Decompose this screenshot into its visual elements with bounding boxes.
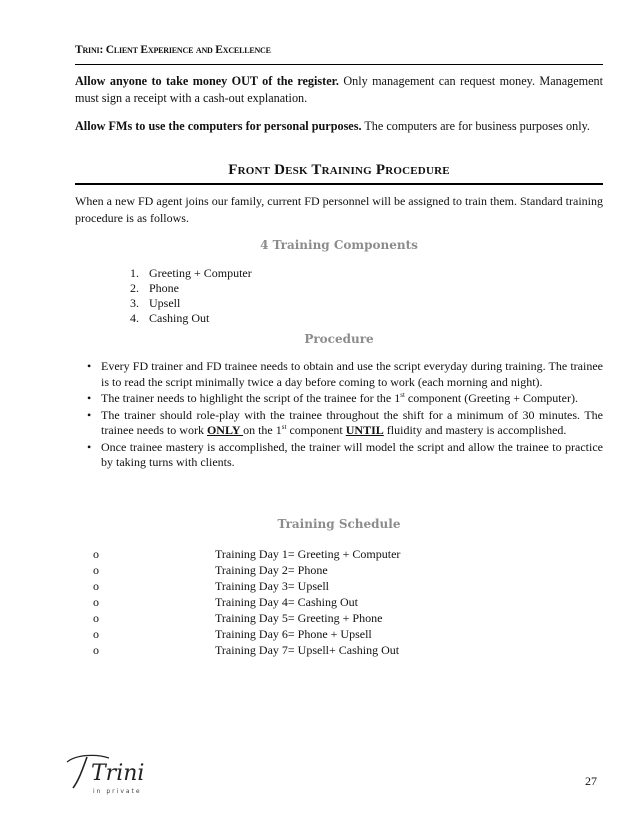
list-item: o Training Day 6= Phone + Upsell <box>93 627 372 641</box>
list-item: 1. Greeting + Computer <box>130 266 252 280</box>
list-item: • The trainer needs to highlight the script of the trainee for the 1st component (Greeting + Computer). <box>87 391 578 405</box>
header-divider <box>75 64 603 65</box>
bullet-icon: • <box>87 407 92 422</box>
procedure-list <box>87 359 603 472</box>
rule-computers <box>75 118 603 135</box>
rule-cash-out <box>75 73 603 107</box>
rule-cash-out-bold: Allow anyone to take money OUT of the register. <box>75 74 339 88</box>
bullet-icon: • <box>87 391 92 405</box>
section-title: Front Desk Training Procedure <box>228 162 450 178</box>
list-item: o Training Day 1= Greeting + Computer <box>93 547 401 561</box>
rule-cash-out-text: Only management can request money. Management must sign a receipt with a cash-out explanation. <box>75 74 603 105</box>
components-list <box>130 266 252 326</box>
rule-computers-bold: Allow FMs to use the computers for personal purposes. <box>75 119 362 133</box>
list-item: • Once trainee mastery is accomplished, the trainer will model the script and allow the trainee to practice by taking turns with clients. <box>87 439 603 469</box>
list-item: o Training Day 4= Cashing Out <box>93 595 358 609</box>
list-item: • Every FD trainer and FD trainee needs to obtain and use the script everyday during training. The trainee is to read the script minimally twice a day before coming to work (each morning and night). <box>87 359 603 389</box>
components-title: 4 Training Components <box>260 238 418 252</box>
list-item: o Training Day 7= Upsell+ Cashing Out <box>93 643 400 657</box>
schedule-title: Training Schedule <box>277 517 401 531</box>
list-item: 2. Phone <box>130 281 179 295</box>
list-item: o Training Day 2= Phone <box>93 563 328 577</box>
schedule-list <box>93 546 400 658</box>
emphasis-until: UNTIL <box>345 423 384 437</box>
rule-computers-text: The computers are for business purposes only. <box>361 119 590 133</box>
running-header <box>75 44 271 56</box>
procedure-title: Procedure <box>304 332 374 346</box>
list-item: 4. Cashing Out <box>130 311 210 325</box>
list-item: o Training Day 3= Upsell <box>93 579 329 593</box>
header-title: Trini: Client Experience and Excellence <box>75 44 271 56</box>
bullet-icon: • <box>87 439 92 454</box>
page-number: 27 <box>585 774 597 788</box>
emphasis-only: ONLY <box>206 423 244 437</box>
logo-word: Trini <box>91 761 145 786</box>
section-intro: When a new FD agent joins our family, current FD personnel will be assigned to train them. Standard training procedure is as follows. <box>75 194 603 225</box>
trini-logo <box>63 748 158 798</box>
list-item: 3. Upsell <box>130 296 181 310</box>
list-item: o Training Day 5= Greeting + Phone <box>93 611 383 625</box>
bullet-icon: • <box>87 359 92 373</box>
list-item: • The trainer should role-play with the trainee throughout the shift for a minimum of 30 minutes. The trainee needs to work ONLY on the 1st component UNTIL fluidity and mastery is accomplished. <box>87 407 603 437</box>
logo-tagline: in private <box>93 788 142 795</box>
section-divider <box>75 183 603 185</box>
